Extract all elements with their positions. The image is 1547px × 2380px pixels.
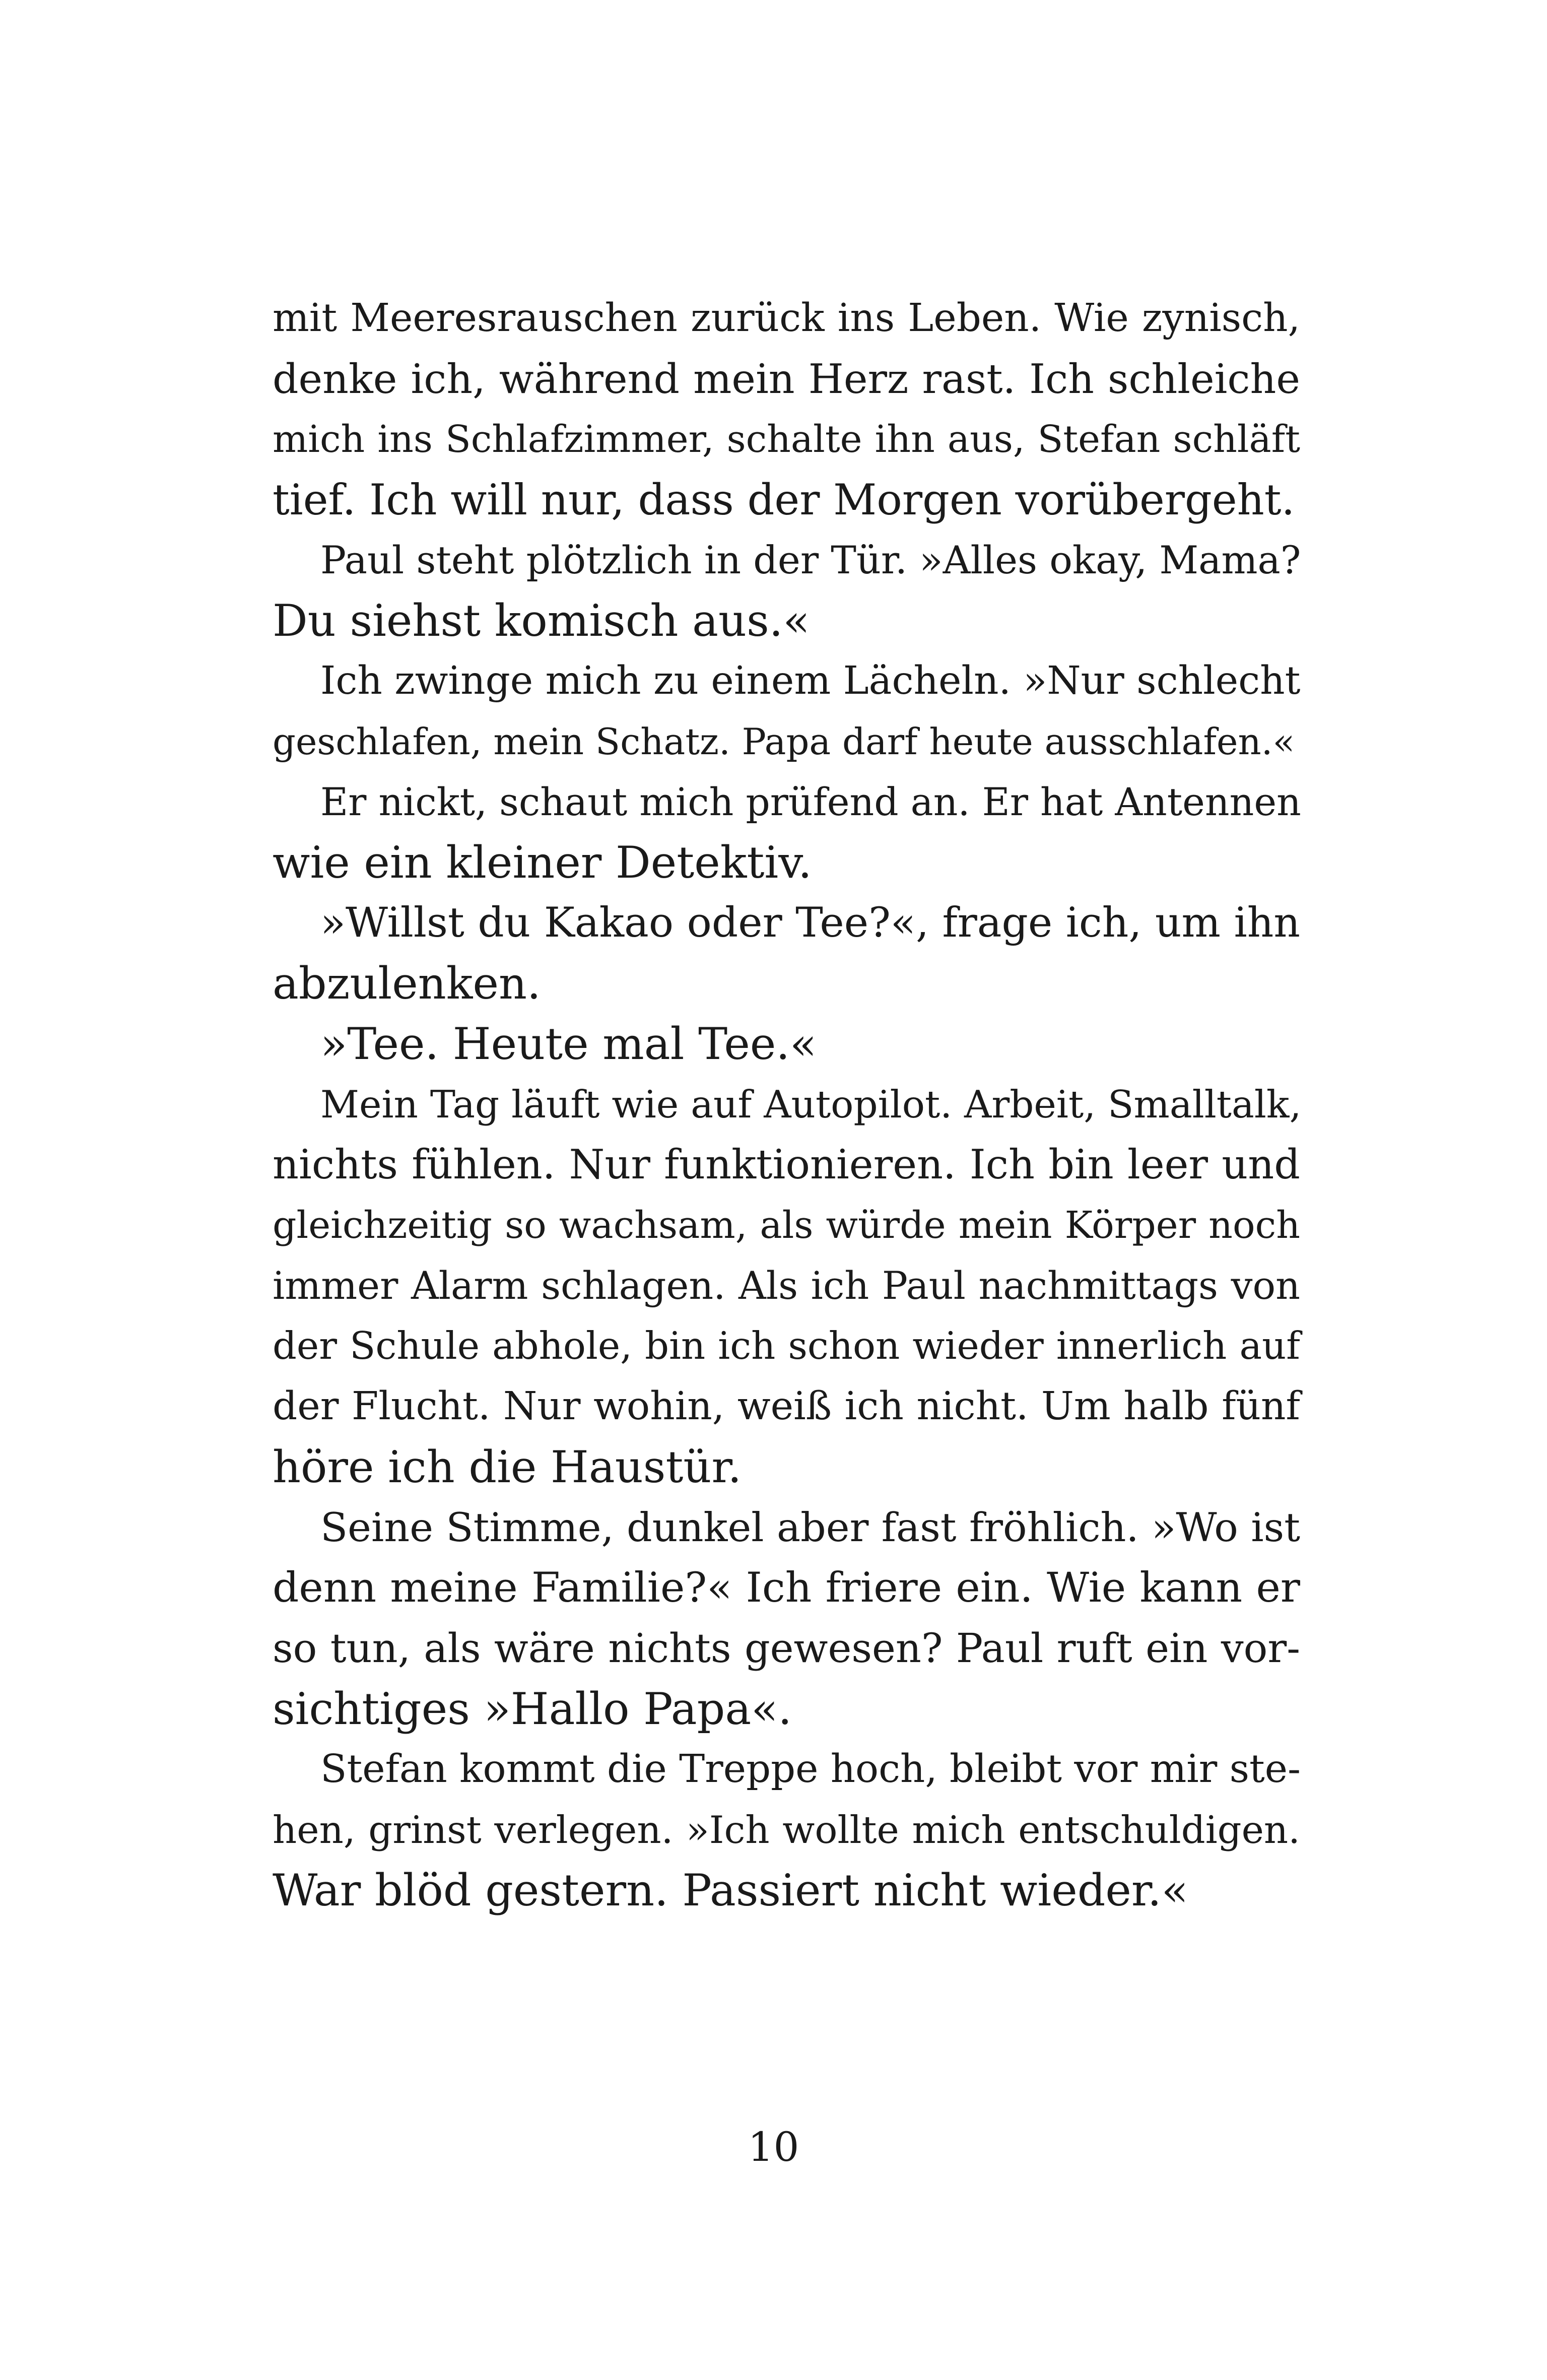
text-line: der Flucht. Nur wohin, weiß ich nicht. Um halb fünf: [273, 1384, 1300, 1429]
text-line: mit Meeresrauschen zurück ins Leben. Wie zynisch,: [273, 296, 1300, 341]
text-line: wie ein kleiner Detektiv.: [273, 837, 812, 888]
text-line: Seine Stimme, dunkel aber fast fröhlich. »Wo ist: [320, 1504, 1300, 1551]
paragraph: [273, 651, 1300, 772]
text-line: Ich zwinge mich zu einem Lächeln. »Nur schlecht: [320, 658, 1301, 703]
paragraph: [273, 1014, 1300, 1074]
text-line: so tun, als wäre nichts gewesen? Paul ruft ein vor-: [273, 1625, 1300, 1672]
text-line: Er nickt, schaut mich prüfend an. Er hat Antennen: [320, 780, 1301, 824]
text-line: Paul steht plötzlich in der Tür. »Alles okay, Mama?: [320, 538, 1301, 582]
text-line: »Willst du Kakao oder Tee?«, frage ich, um ihn: [320, 899, 1300, 947]
text-line: denn meine Familie?« Ich friere ein. Wie kann er: [273, 1564, 1300, 1612]
body-text: [273, 288, 1300, 1921]
paragraph: [273, 893, 1300, 1014]
text-line: »Tee. Heute mal Tee.«: [320, 1018, 817, 1070]
text-line: abzulenken.: [273, 958, 541, 1009]
text-line: der Schule abhole, bin ich schon wieder innerlich auf: [273, 1324, 1300, 1368]
text-line: Mein Tag läuft wie auf Autopilot. Arbeit, Smalltalk,: [320, 1082, 1302, 1127]
text-line: denke ich, während mein Herz rast. Ich schleiche: [273, 355, 1300, 403]
text-line: immer Alarm schlagen. Als ich Paul nachmittags von: [273, 1264, 1300, 1308]
paragraph: [273, 1497, 1300, 1739]
text-line: gleichzeitig so wachsam, als würde mein Körper noch: [273, 1203, 1300, 1247]
paragraph: [273, 772, 1300, 893]
text-line: höre ich die Haustür.: [273, 1441, 742, 1493]
paragraph: [273, 1074, 1300, 1497]
paragraph: [273, 530, 1300, 651]
paragraph: [273, 1739, 1300, 1921]
text-line: hen, grinst verlegen. »Ich wollte mich entschuldigen.: [273, 1808, 1300, 1852]
text-line: nichts fühlen. Nur funktionieren. Ich bin leer und: [273, 1141, 1300, 1188]
text-line: War blöd gestern. Passiert nicht wieder.«: [273, 1865, 1188, 1916]
text-line: mich ins Schlafzimmer, schalte ihn aus, Stefan schläft: [273, 418, 1300, 461]
text-line: tief. Ich will nur, dass der Morgen vorübergeht.: [273, 475, 1295, 524]
text-line: geschlafen, mein Schatz. Papa darf heute ausschlafen.«: [273, 720, 1295, 763]
text-line: sichtiges »Hallo Papa«.: [273, 1683, 792, 1735]
page-number: 10: [748, 2124, 799, 2170]
text-line: Du siehst komisch aus.«: [273, 595, 810, 646]
paragraph: [273, 288, 1300, 530]
text-line: Stefan kommt die Treppe hoch, bleibt vor mir ste-: [320, 1747, 1301, 1792]
